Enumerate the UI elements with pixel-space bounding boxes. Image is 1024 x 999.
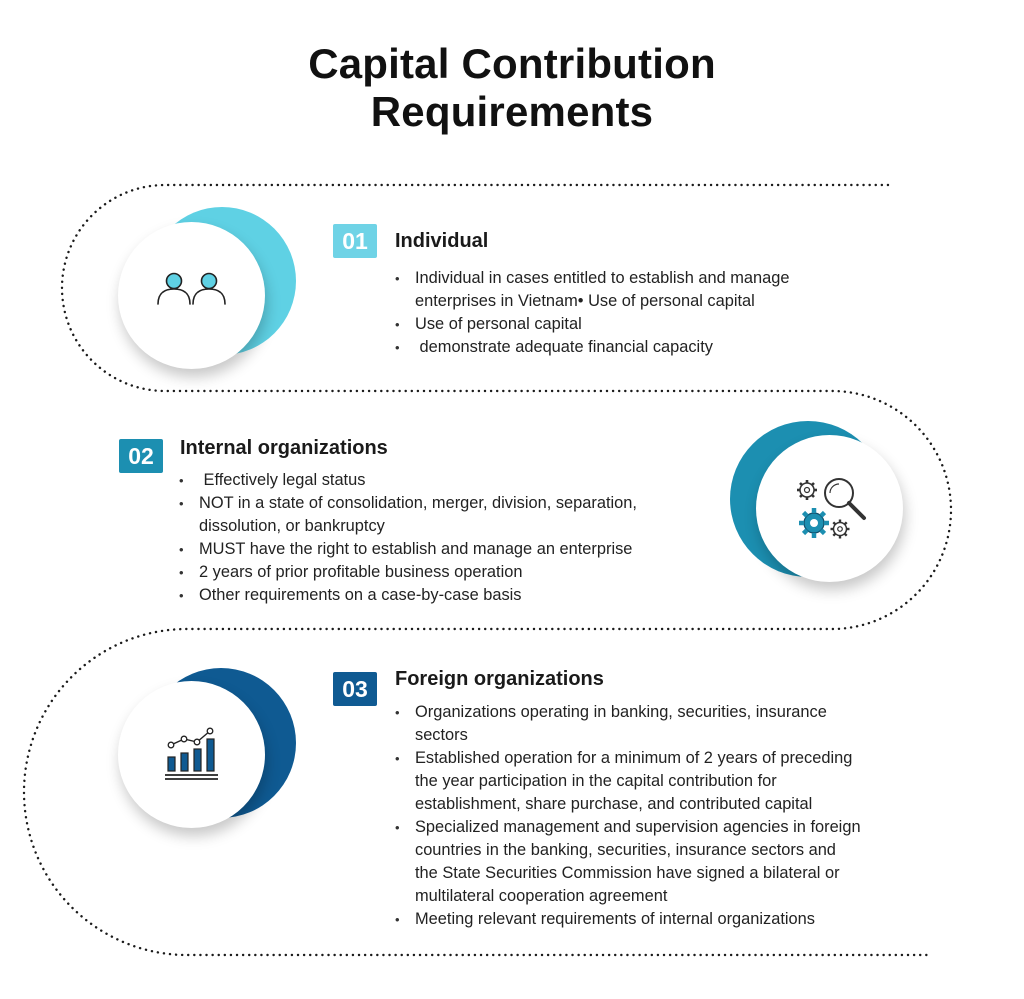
section-1-disc xyxy=(118,222,265,369)
section-2-title: Internal organizations xyxy=(180,437,388,459)
section-2-number-badge: 02 xyxy=(119,439,163,473)
list-item: sectors xyxy=(415,726,468,744)
list-item: • Established operation for a minimum of 2 years of preceding xyxy=(395,747,861,770)
list-item: • Other requirements on a case-by-case basis xyxy=(179,584,637,607)
list-item: • Meeting relevant requirements of internal organizations xyxy=(395,908,861,931)
gears-magnifier-icon xyxy=(792,473,872,543)
section-3-title: Foreign organizations xyxy=(395,668,604,690)
list-item: • Individual in cases entitled to establish and manage xyxy=(395,267,790,290)
section-2-list xyxy=(179,469,637,607)
title-line-1: Capital Contribution xyxy=(308,40,716,87)
section-3-list xyxy=(395,701,861,931)
section-1-title: Individual xyxy=(395,230,489,252)
list-item: • Organizations operating in banking, securities, insurance xyxy=(395,701,861,724)
list-item: enterprises in Vietnam• Use of personal capital xyxy=(415,292,755,310)
list-item: • MUST have the right to establish and manage an enterprise xyxy=(179,538,637,561)
section-1-list xyxy=(395,267,790,359)
list-item: • demonstrate adequate financial capacity xyxy=(395,336,790,359)
section-2-disc xyxy=(756,435,903,582)
section-3-disc xyxy=(118,681,265,828)
people-icon xyxy=(154,270,230,310)
list-item: establishment, share purchase, and contributed capital xyxy=(415,795,813,813)
title-line-2: Requirements xyxy=(370,88,654,135)
list-item: multilateral cooperation agreement xyxy=(415,887,668,905)
list-item: dissolution, or bankruptcy xyxy=(199,517,385,535)
list-item: • Use of personal capital xyxy=(395,313,790,336)
list-item: countries in the banking, securities, insurance sectors and xyxy=(415,841,836,859)
list-item: the year participation in the capital contribution for xyxy=(415,772,777,790)
list-item: • NOT in a state of consolidation, merger, division, separation, xyxy=(179,492,637,515)
list-item: • 2 years of prior profitable business operation xyxy=(179,561,637,584)
bar-chart-icon xyxy=(162,723,224,785)
list-item: • Specialized management and supervision agencies in foreign xyxy=(395,816,861,839)
list-item: • Effectively legal status xyxy=(179,469,637,492)
list-item: the State Securities Commission have signed a bilateral or xyxy=(415,864,840,882)
section-3-number-badge: 03 xyxy=(333,672,377,706)
section-1-number-badge: 01 xyxy=(333,224,377,258)
